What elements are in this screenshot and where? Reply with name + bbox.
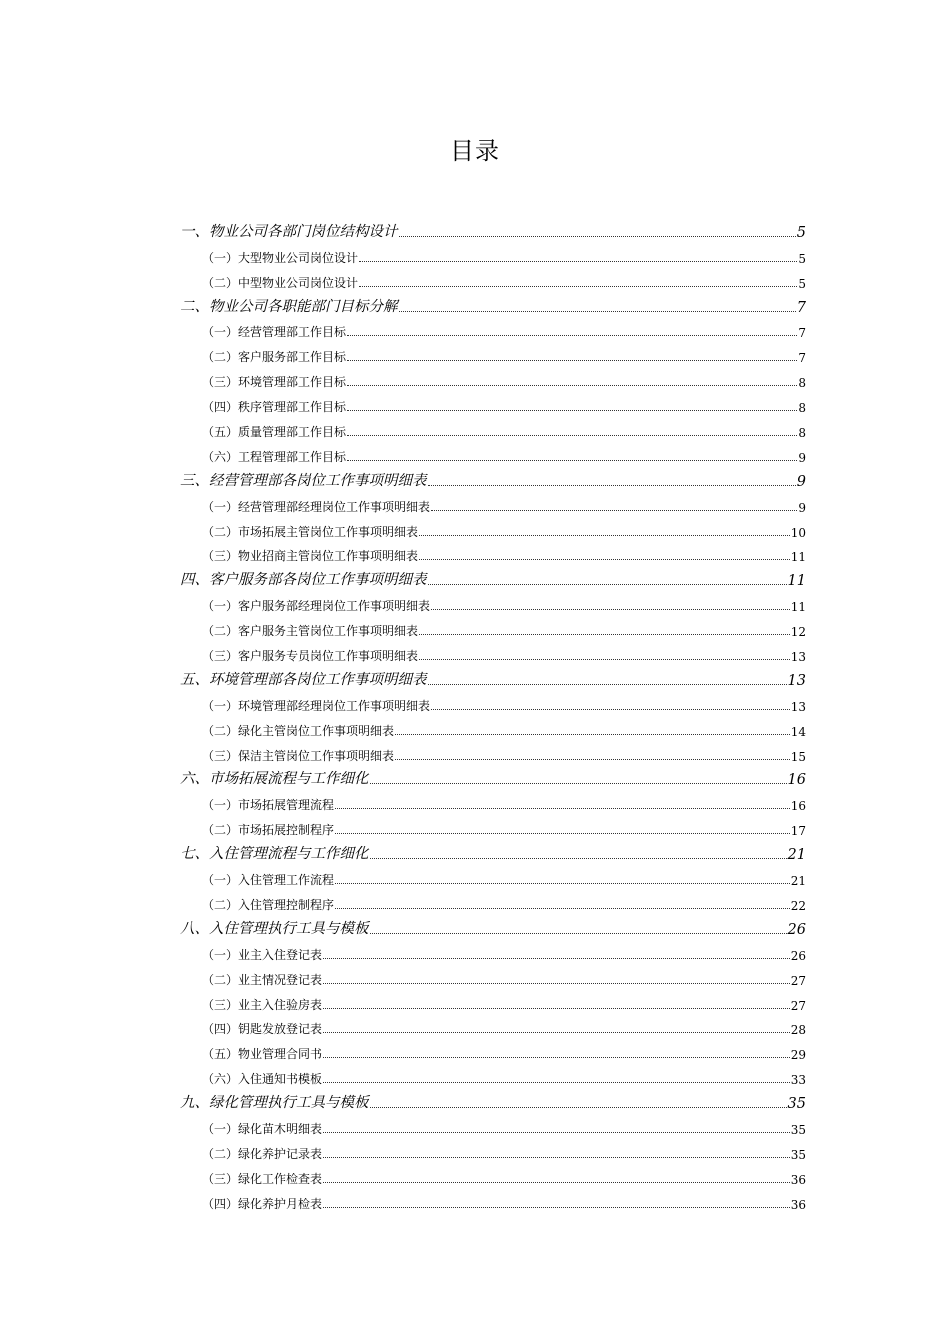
toc-section-entry[interactable] — [180, 991, 806, 1016]
toc-section-entry[interactable] — [180, 319, 806, 344]
toc-section-entry[interactable] — [180, 543, 806, 568]
toc-dot-leader — [419, 634, 790, 635]
toc-entry-label: （五）物业管理合同书 — [202, 1047, 323, 1062]
toc-entry-label: （一）经营管理部工作目标 — [202, 325, 347, 340]
toc-entry-label: 五、环境管理部各岗位工作事项明细表 — [180, 671, 427, 688]
toc-dot-leader — [395, 759, 790, 760]
toc-entry-label: 七、入住管理流程与工作细化 — [180, 846, 369, 863]
toc-entry-label: （三）绿化工作检查表 — [202, 1171, 323, 1186]
toc-entry-label: （一）入住管理工作流程 — [202, 873, 335, 888]
toc-entry-label: （三）保洁主管岗位工作事项明细表 — [202, 748, 395, 763]
toc-dot-leader — [428, 485, 796, 486]
toc-dot-leader — [370, 783, 787, 784]
toc-page-number: 17 — [790, 824, 806, 839]
toc-section-entry[interactable] — [180, 692, 806, 717]
toc-dot-leader — [399, 236, 796, 237]
toc-page-number: 13 — [790, 699, 806, 714]
toc-entry-label: 六、市场拓展流程与工作细化 — [180, 771, 369, 788]
toc-entry-label: （二）绿化主管岗位工作事项明细表 — [202, 723, 395, 738]
toc-page-number: 8 — [798, 426, 806, 441]
toc-entry-label: （一）大型物业公司岗位设计 — [202, 250, 359, 265]
toc-page-number: 26 — [790, 948, 806, 963]
toc-page-number: 9 — [798, 450, 806, 465]
toc-entry-label: （五）质量管理部工作目标 — [202, 425, 347, 440]
toc-entry-label: 三、经营管理部各岗位工作事项明细表 — [180, 472, 427, 489]
toc-section-entry[interactable] — [180, 443, 806, 468]
toc-entry-label: （二）绿化养护记录表 — [202, 1146, 323, 1161]
toc-chapter-entry[interactable] — [180, 219, 806, 244]
toc-entry-label: （二）市场拓展主管岗位工作事项明细表 — [202, 524, 419, 539]
toc-page-number: 35 — [790, 1147, 806, 1162]
page-title: 目录 — [450, 137, 500, 165]
toc-dot-leader — [347, 435, 797, 436]
toc-dot-leader — [335, 833, 790, 834]
toc-page-number: 5 — [798, 276, 806, 291]
toc-section-entry[interactable] — [180, 592, 806, 617]
toc-dot-leader — [399, 311, 796, 312]
toc-entry-label: 八、入住管理执行工具与模板 — [180, 920, 369, 937]
toc-chapter-entry[interactable] — [180, 841, 806, 866]
toc-entry-label: （六）工程管理部工作目标 — [202, 449, 347, 464]
toc-dot-leader — [419, 535, 790, 536]
toc-page-number: 29 — [790, 1048, 806, 1063]
toc-entry-label: （二）客户服务部工作目标 — [202, 350, 347, 365]
toc-page-number: 27 — [790, 998, 806, 1013]
toc-section-entry[interactable] — [180, 269, 806, 294]
toc-dot-leader — [323, 1057, 790, 1058]
toc-entry-label: （三）物业招商主管岗位工作事项明细表 — [202, 549, 419, 564]
toc-section-entry[interactable] — [180, 1065, 806, 1090]
toc-dot-leader — [347, 335, 797, 336]
toc-section-entry[interactable] — [180, 966, 806, 991]
toc-entry-label: （二）客户服务主管岗位工作事项明细表 — [202, 624, 419, 639]
toc-entry-label: （四）秩序管理部工作目标 — [202, 400, 347, 415]
toc-page-number: 11 — [790, 600, 806, 615]
toc-page-number: 8 — [798, 401, 806, 416]
toc-chapter-entry[interactable] — [180, 468, 806, 493]
toc-dot-leader — [431, 609, 790, 610]
toc-section-entry[interactable] — [180, 368, 806, 393]
toc-section-entry[interactable] — [180, 742, 806, 767]
toc-dot-leader — [323, 1207, 790, 1208]
toc-dot-leader — [323, 1082, 790, 1083]
toc-chapter-entry[interactable] — [180, 667, 806, 692]
toc-section-entry[interactable] — [180, 393, 806, 418]
toc-entry-label: （二）业主情况登记表 — [202, 972, 323, 987]
toc-page-number: 14 — [790, 724, 806, 739]
toc-dot-leader — [323, 1182, 790, 1183]
toc-entry-label: （一）经营管理部经理岗位工作事项明细表 — [202, 499, 431, 514]
toc-dot-leader — [335, 808, 790, 809]
toc-dot-leader — [359, 261, 797, 262]
toc-page-number: 12 — [790, 625, 806, 640]
toc-page-number: 33 — [790, 1073, 806, 1088]
toc-page-number: 9 — [798, 500, 806, 515]
toc-entry-label: （二）中型物业公司岗位设计 — [202, 275, 359, 290]
toc-dot-leader — [323, 983, 790, 984]
toc-section-entry[interactable] — [180, 493, 806, 518]
toc-page-number: 21 — [790, 874, 806, 889]
toc-page-number: 16 — [787, 772, 806, 789]
toc-chapter-entry[interactable] — [180, 916, 806, 941]
toc-page-number: 15 — [790, 749, 806, 764]
toc-section-entry[interactable] — [180, 941, 806, 966]
toc-entry-label: 二、物业公司各职能部门目标分解 — [180, 298, 398, 315]
toc-section-entry[interactable] — [180, 891, 806, 916]
toc-entry-label: （一）环境管理部经理岗位工作事项明细表 — [202, 698, 431, 713]
toc-dot-leader — [431, 510, 797, 511]
toc-entry-label: （一）业主入住登记表 — [202, 947, 323, 962]
toc-page-number: 11 — [787, 573, 806, 590]
toc-section-entry[interactable] — [180, 1115, 806, 1140]
toc-section-entry[interactable] — [180, 1040, 806, 1065]
toc-dot-leader — [370, 1107, 787, 1108]
toc-page-number: 13 — [790, 650, 806, 665]
toc-dot-leader — [323, 1008, 790, 1009]
toc-dot-leader — [370, 933, 787, 934]
toc-entry-label: （一）客户服务部经理岗位工作事项明细表 — [202, 599, 431, 614]
toc-dot-leader — [419, 659, 790, 660]
toc-chapter-entry[interactable] — [180, 1090, 806, 1115]
toc-section-entry[interactable] — [180, 617, 806, 642]
toc-dot-leader — [370, 858, 787, 859]
toc-dot-leader — [347, 410, 797, 411]
toc-dot-leader — [323, 958, 790, 959]
toc-entry-label: （三）客户服务专员岗位工作事项明细表 — [202, 649, 419, 664]
toc-page-number: 7 — [798, 326, 806, 341]
toc-dot-leader — [323, 1032, 790, 1033]
toc-page-number: 7 — [796, 299, 806, 316]
toc-section-entry[interactable] — [180, 518, 806, 543]
toc-section-entry[interactable] — [180, 418, 806, 443]
toc-entry-label: 九、绿化管理执行工具与模板 — [180, 1095, 369, 1112]
toc-page-number: 36 — [790, 1197, 806, 1212]
toc-page-number: 22 — [790, 898, 806, 913]
toc-page-number: 5 — [796, 224, 806, 241]
toc-dot-leader — [347, 385, 797, 386]
toc-chapter-entry[interactable] — [180, 767, 806, 792]
toc-dot-leader — [428, 684, 787, 685]
toc-section-entry[interactable] — [180, 1190, 806, 1215]
toc-page-number: 36 — [790, 1172, 806, 1187]
table-of-contents — [180, 219, 806, 1215]
toc-dot-leader — [428, 584, 787, 585]
toc-entry-label: （二）入住管理控制程序 — [202, 897, 335, 912]
toc-entry-label: （四）钥匙发放登记表 — [202, 1022, 323, 1037]
toc-section-entry[interactable] — [180, 717, 806, 742]
toc-page-number: 28 — [790, 1023, 806, 1038]
toc-page-number: 16 — [790, 799, 806, 814]
toc-chapter-entry[interactable] — [180, 294, 806, 319]
toc-chapter-entry[interactable] — [180, 567, 806, 592]
toc-entry-label: （四）绿化养护月检表 — [202, 1196, 323, 1211]
toc-page-number: 7 — [798, 351, 806, 366]
toc-section-entry[interactable] — [180, 1165, 806, 1190]
toc-dot-leader — [323, 1157, 790, 1158]
toc-page-number: 9 — [796, 473, 806, 490]
toc-page-number: 10 — [790, 525, 806, 540]
toc-entry-label: 一、物业公司各部门岗位结构设计 — [180, 223, 398, 240]
toc-page-number: 26 — [787, 921, 806, 938]
toc-section-entry[interactable] — [180, 343, 806, 368]
toc-dot-leader — [359, 286, 797, 287]
toc-entry-label: （二）市场拓展控制程序 — [202, 823, 335, 838]
toc-entry-label: （一）市场拓展管理流程 — [202, 798, 335, 813]
toc-entry-label: （一）绿化苗木明细表 — [202, 1121, 323, 1136]
toc-dot-leader — [323, 1132, 790, 1133]
toc-section-entry[interactable] — [180, 244, 806, 269]
toc-page-number: 27 — [790, 973, 806, 988]
toc-dot-leader — [347, 460, 797, 461]
toc-page-number: 8 — [798, 376, 806, 391]
toc-section-entry[interactable] — [180, 1140, 806, 1165]
toc-entry-label: （六）入住通知书模板 — [202, 1072, 323, 1087]
toc-section-entry[interactable] — [180, 1016, 806, 1041]
toc-entry-label: （三）环境管理部工作目标 — [202, 375, 347, 390]
toc-page-number: 11 — [790, 550, 806, 565]
toc-section-entry[interactable] — [180, 816, 806, 841]
toc-dot-leader — [347, 360, 797, 361]
toc-entry-label: 四、客户服务部各岗位工作事项明细表 — [180, 572, 427, 589]
toc-page-number: 5 — [798, 251, 806, 266]
toc-dot-leader — [419, 559, 790, 560]
toc-page-number: 13 — [787, 672, 806, 689]
toc-section-entry[interactable] — [180, 642, 806, 667]
toc-page-number: 35 — [787, 1096, 806, 1113]
toc-page-number: 35 — [790, 1122, 806, 1137]
toc-page-number: 21 — [787, 847, 806, 864]
toc-section-entry[interactable] — [180, 866, 806, 891]
toc-section-entry[interactable] — [180, 791, 806, 816]
toc-dot-leader — [431, 709, 790, 710]
toc-dot-leader — [335, 883, 790, 884]
toc-dot-leader — [395, 734, 790, 735]
toc-dot-leader — [335, 908, 790, 909]
toc-entry-label: （三）业主入住验房表 — [202, 997, 323, 1012]
